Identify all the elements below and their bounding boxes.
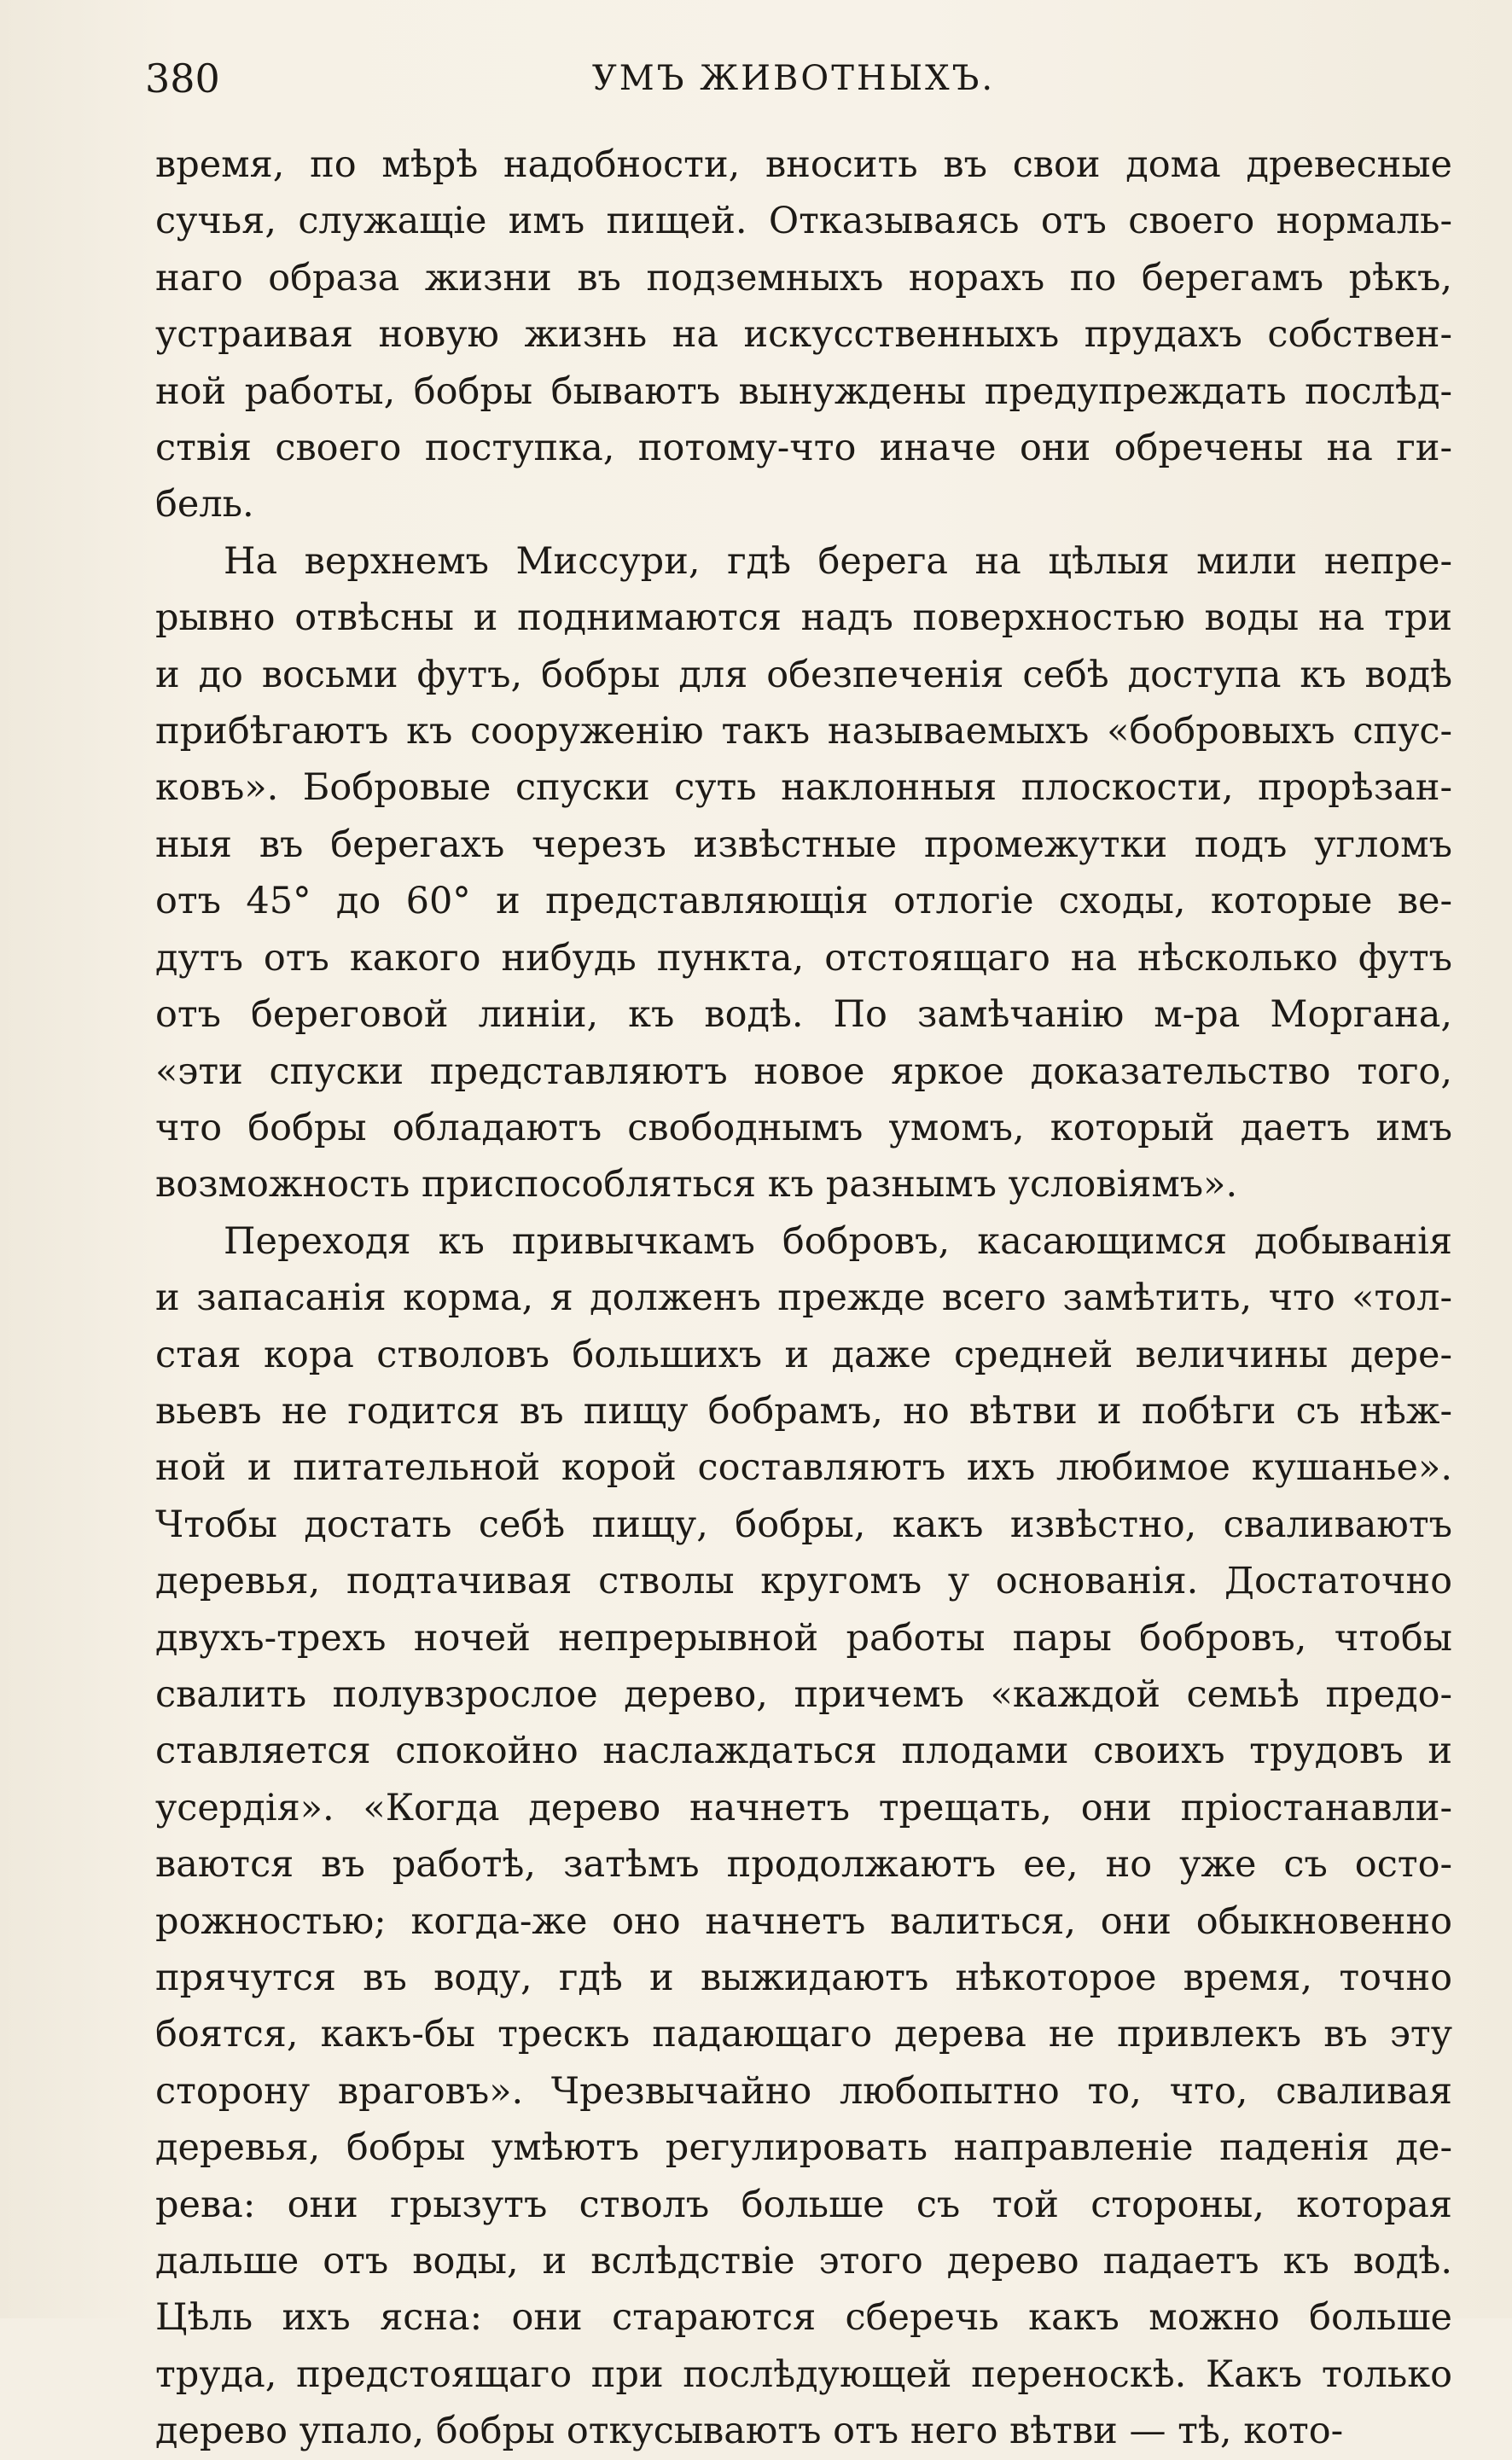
text-line: ныя въ берегахъ черезъ извѣстные промежутки подъ угломъ — [155, 823, 1452, 866]
paragraph — [155, 1213, 1452, 2460]
text-line: рожностью; когда-же оно начнетъ валиться, они обыкновенно — [155, 1899, 1452, 1943]
text-line: наго образа жизни въ подземныхъ норахъ по берегамъ рѣкъ, — [155, 256, 1452, 300]
text-line: и до восьми футъ, бобры для обезпеченія себѣ доступа къ водѣ — [155, 653, 1452, 696]
running-head: УМЪ ЖИВОТНЫХЪ. — [591, 59, 996, 98]
text-line: что бобры обладаютъ свободнымъ умомъ, который даетъ имъ — [155, 1106, 1452, 1149]
text-line: усердія». «Когда дерево начнетъ трещать, они пріостанавли- — [155, 1786, 1452, 1829]
text-line: деревья, подтачивая стволы кругомъ у основанія. Достаточно — [155, 1560, 1452, 1603]
text-line: ковъ». Бобровые спуски суть наклонныя плоскости, прорѣзан- — [155, 766, 1452, 810]
text-line: возможность приспособляться къ разнымъ условіямъ». — [155, 1163, 1238, 1207]
text-line: ной и питательной корой составляютъ ихъ любимое кушанье». — [155, 1446, 1452, 1490]
text-line: ной работы, бобры бываютъ вынуждены предупреждать послѣд- — [155, 369, 1452, 413]
text-line: прибѣгаютъ къ сооруженію такъ называемыхъ «бобровыхъ спус- — [155, 710, 1452, 753]
text-line: двухъ-трехъ ночей непрерывной работы пары бобровъ, чтобы — [155, 1616, 1452, 1660]
text-line: ваются въ работѣ, затѣмъ продолжаютъ ее, но уже съ осто- — [155, 1843, 1452, 1887]
text-line: сторону враговъ». Чрезвычайно любопытно то, что, сваливая — [155, 2069, 1452, 2113]
text-line: и запасанія корма, я долженъ прежде всего замѣтить, что «тол- — [155, 1277, 1452, 1320]
text-line: «эти спуски представляютъ новое яркое доказательство того, — [155, 1050, 1452, 1093]
page-header — [145, 53, 1442, 104]
text-line: Переходя къ привычкамъ бобровъ, касающимся добыванія — [224, 1219, 1452, 1263]
text-line: время, по мѣрѣ надобности, вносить въ свои дома древесные — [155, 143, 1452, 186]
text-line: прячутся въ воду, гдѣ и выжидаютъ нѣкоторое время, точно — [155, 1957, 1452, 1999]
text-line: деревья, бобры умѣютъ регулировать направленіе паденія де- — [155, 2126, 1452, 2170]
text-line: вьевъ не годится въ пищу бобрамъ, но вѣтви и побѣги съ нѣж- — [155, 1389, 1452, 1433]
text-line: отъ береговой линіи, къ водѣ. По замѣчанію м-ра Моргана, — [155, 993, 1452, 1037]
text-line: ставляется спокойно наслаждаться плодами своихъ трудовъ и — [155, 1730, 1452, 1773]
text-line: отъ 45° до 60° и представляющія отлогіе сходы, которые ве- — [155, 880, 1452, 923]
body-text — [155, 137, 1452, 2460]
text-line: На верхнемъ Миссури, гдѣ берега на цѣлыя мили непре- — [224, 539, 1452, 583]
text-line: боятся, какъ-бы трескъ падающаго дерева не привлекъ въ эту — [155, 2013, 1452, 2056]
text-line: стая кора стволовъ большихъ и даже средней величины дере- — [155, 1333, 1452, 1376]
page-number: 380 — [145, 55, 220, 102]
text-line: рывно отвѣсны и поднимаются надъ поверхностью воды на три — [155, 596, 1452, 640]
text-line: Чтобы достать себѣ пищу, бобры, какъ извѣстно, сваливаютъ — [155, 1503, 1452, 1546]
text-line: рева: они грызутъ стволъ больше съ той стороны, которая — [155, 2183, 1452, 2226]
text-line: труда, предстоящаго при послѣдующей переноскѣ. Какъ только — [155, 2352, 1452, 2396]
text-line: бель. — [155, 483, 254, 526]
text-line: сучья, служащіе имъ пищей. Отказываясь отъ своего нормаль- — [155, 200, 1452, 243]
text-line: устраивая новую жизнь на искусственныхъ прудахъ собствен- — [155, 313, 1452, 357]
text-line: Цѣль ихъ ясна: они стараются сберечь какъ можно больше — [155, 2296, 1452, 2340]
text-line: дутъ отъ какого нибудь пункта, отстоящаго на нѣсколько футъ — [155, 936, 1452, 980]
paragraph — [155, 137, 1452, 533]
text-line: дальше отъ воды, и вслѣдствіе этого дерево падаетъ къ водѣ. — [155, 2240, 1452, 2283]
text-line: ствія своего поступка, потому-что иначе они обречены на ги- — [155, 427, 1452, 470]
text-line: свалить полувзрослое дерево, причемъ «каждой семьѣ предо- — [155, 1672, 1452, 1716]
paragraph — [155, 533, 1452, 1213]
text-line: дерево упало, бобры откусываютъ отъ него вѣтви — тѣ, кото- — [155, 2410, 1344, 2453]
